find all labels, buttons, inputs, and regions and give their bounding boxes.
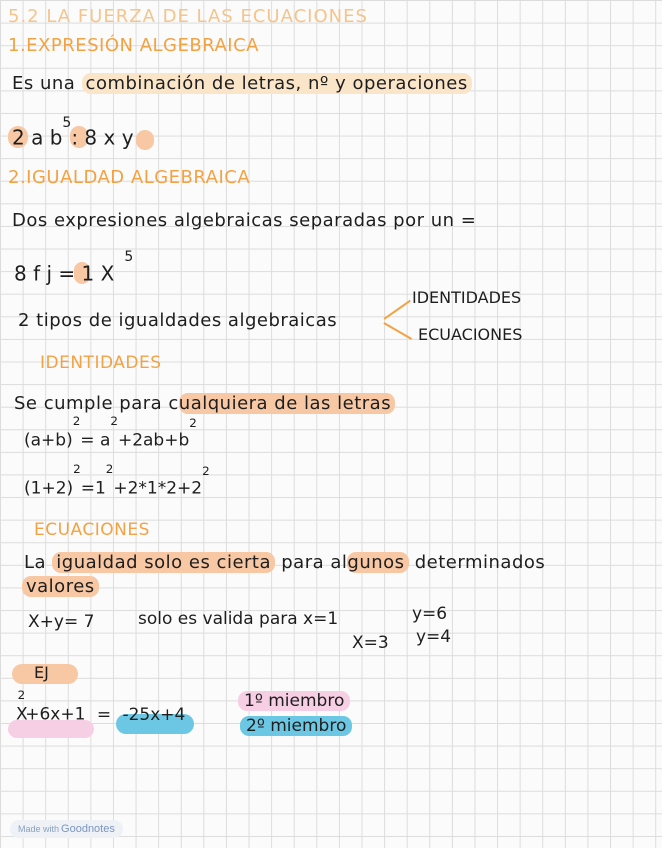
definition-identidades: [14, 395, 395, 413]
definition-text: determinados: [408, 552, 546, 573]
example-text: 2 a b: [12, 125, 63, 150]
member-2-label: [240, 718, 352, 735]
bracket-line: [384, 300, 411, 320]
exponent: 2: [202, 464, 210, 478]
exponent: 5: [62, 115, 72, 131]
types-text: 2 tipos de igualdades algebraicas: [18, 310, 338, 331]
definition-text: para al: [275, 552, 348, 573]
definition-igualdad: Dos expresiones algebraicas separadas por un =: [12, 210, 477, 231]
example-igualdad: [14, 249, 134, 286]
example-equation: [16, 688, 186, 725]
equation-example: X+y= 7: [28, 612, 95, 632]
badge-made-with: Made with: [18, 824, 60, 834]
section-heading-igualdad: 2.IGUALDAD ALGEBRAICA: [8, 167, 251, 188]
colon: :: [71, 125, 79, 150]
example-text: 8 f j: [14, 261, 59, 286]
definition-highlight: ualquiera de las letras: [179, 393, 395, 414]
section-heading-ecuaciones: ECUACIONES: [34, 520, 150, 540]
definition-highlight: valores: [22, 576, 99, 597]
example-expresion: [12, 115, 134, 150]
example-variable: y: [121, 125, 134, 150]
solution-y1: y=6: [412, 604, 448, 624]
definition-ecuaciones-line1: [24, 554, 545, 572]
exponent: 2: [110, 414, 118, 428]
exponent: 5: [124, 249, 134, 265]
exponent: 2: [105, 462, 114, 476]
math-text: +2*1*2+2: [113, 478, 203, 499]
identity-example-2: [24, 462, 210, 499]
member-1-highlight: 1º miembro: [238, 691, 350, 711]
definition-highlight: combinación de letras, nº y operaciones: [82, 73, 472, 94]
math-text: (1+2): [24, 478, 74, 499]
definition-text: La: [24, 552, 53, 573]
solution-y2: y=4: [416, 627, 452, 647]
page-title: 5.2 LA FUERZA DE LAS ECUACIONES: [8, 6, 368, 27]
definition-ecuaciones-line2: [22, 578, 99, 596]
math-text: = a: [80, 430, 111, 451]
definition-expresion: [12, 75, 472, 93]
validity-text: solo es valida para x=1: [138, 609, 339, 629]
member-1-label: [238, 693, 350, 710]
goodnotes-badge: [10, 820, 123, 838]
exponent: 2: [72, 414, 81, 428]
exponent: 2: [17, 688, 26, 702]
section-heading-identidades: IDENTIDADES: [40, 353, 162, 373]
identity-example-1: [24, 414, 197, 451]
type-identidades: IDENTIDADES: [412, 288, 522, 307]
type-ecuaciones: ECUACIONES: [418, 325, 523, 344]
example-text: 1 X: [75, 261, 115, 286]
equals-sign: =: [96, 704, 112, 725]
definition-text: Es una: [12, 73, 82, 94]
solution-x3: X=3: [352, 633, 389, 653]
equals-sign: =: [58, 261, 76, 286]
math-text: +6x+1: [25, 704, 86, 725]
definition-text: Se cumple para c: [14, 393, 179, 414]
example-text: 8 x: [78, 125, 122, 150]
exponent: 2: [189, 416, 197, 430]
member-2-highlight: 2º miembro: [240, 716, 352, 736]
bracket-line: [384, 322, 412, 339]
math-text: +2ab+b: [117, 430, 190, 451]
exponent: 2: [73, 462, 81, 476]
math-text: X: [16, 704, 28, 725]
badge-brand: Goodnotes: [61, 823, 115, 835]
example-label: EJ: [34, 663, 49, 682]
section-heading-expresion: 1.EXPRESIÓN ALGEBRAICA: [8, 35, 259, 56]
math-text: (a+b): [24, 430, 73, 451]
math-text: =1: [80, 478, 106, 499]
definition-highlight: gunos: [347, 552, 408, 573]
math-text: -25x+4: [122, 704, 186, 725]
highlight-blob: [136, 130, 154, 150]
definition-highlight: igualdad solo es cierta: [52, 552, 275, 573]
